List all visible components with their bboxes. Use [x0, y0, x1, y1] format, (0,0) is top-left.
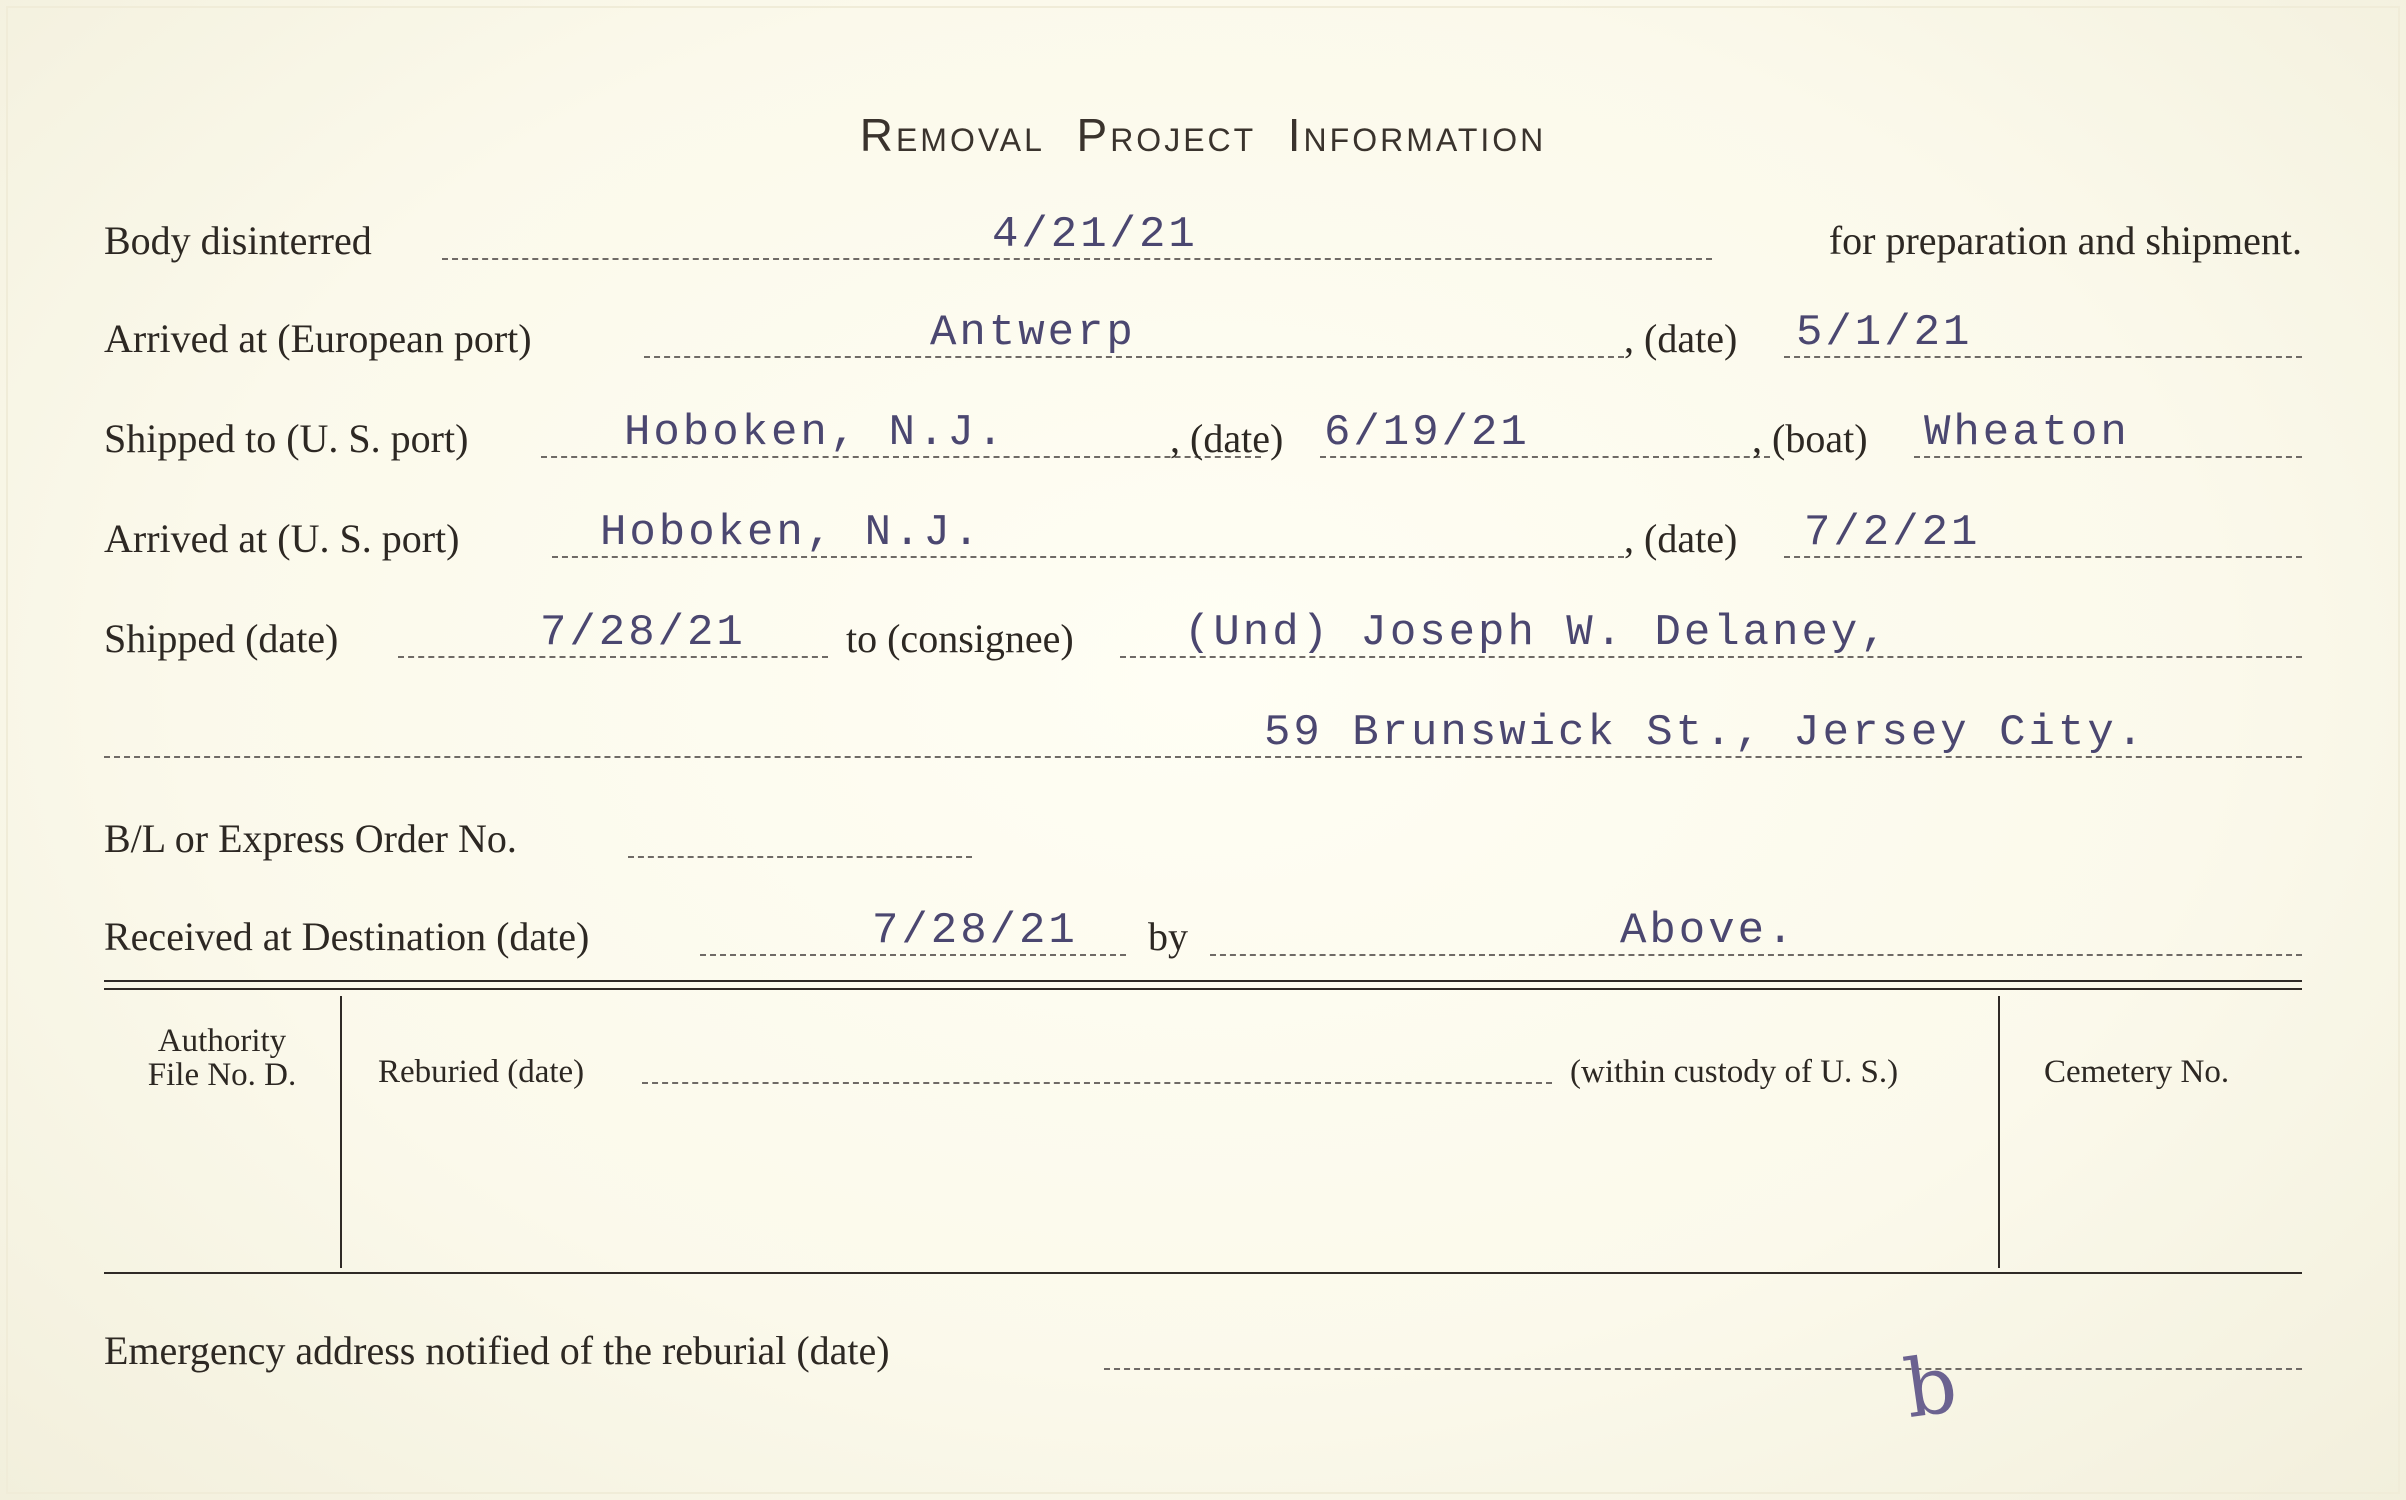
row-received: [104, 906, 2302, 966]
arrived-european-label: Arrived at (European port): [104, 316, 532, 361]
title-word-3: Information: [1287, 109, 1547, 161]
arrived-us-label: Arrived at (U. S. port): [104, 516, 460, 561]
authority-label: Authority: [157, 1023, 287, 1059]
table-top-rule-2: [104, 988, 2302, 990]
received-date: 7/28/21: [872, 906, 1078, 956]
shipped-us-date: 6/19/21: [1324, 408, 1530, 458]
emergency-line[interactable]: [1104, 1368, 2302, 1370]
shipped-us-boat-label: , (boat): [1752, 416, 1868, 461]
title-word-2: Project: [1076, 109, 1257, 161]
bl-line[interactable]: [628, 856, 972, 858]
reburied-label: Reburied (date): [378, 1054, 585, 1090]
shipped-date-label: Shipped (date): [104, 616, 339, 661]
arrived-us-date-label: , (date): [1624, 516, 1738, 561]
table-bottom-rule: [104, 1272, 2302, 1274]
received-by-value: Above.: [1620, 906, 1797, 956]
body-disinterred-label: Body disinterred: [104, 218, 372, 263]
table-top-rule: [104, 980, 2302, 982]
consignee-value: (Und) Joseph W. Delaney,: [1184, 608, 1890, 658]
consignee-label: to (consignee): [846, 616, 1074, 661]
shipped-us-boat: Wheaton: [1924, 408, 2130, 458]
row-arrived-european: [104, 308, 2302, 368]
arrived-european-date-label: , (date): [1624, 316, 1738, 361]
cemetery-label: Cemetery No.: [2044, 1054, 2230, 1090]
arrived-european-date: 5/1/21: [1796, 308, 1973, 358]
row-bl: [104, 808, 2302, 868]
body-disinterred-suffix: for preparation and shipment.: [1828, 218, 2302, 263]
body-disinterred-value: 4/21/21: [992, 210, 1198, 260]
table-divider-left: [340, 996, 342, 1268]
file-no-label: File No. D.: [147, 1057, 297, 1093]
consignee-address: 59 Brunswick St., Jersey City.: [1264, 708, 2147, 758]
received-label: Received at Destination (date): [104, 914, 590, 959]
row-shipped: [104, 608, 2302, 668]
row-body-disinterred: [104, 210, 2302, 270]
handwritten-mark: b: [1898, 1336, 1963, 1437]
custody-label: (within custody of U. S.): [1570, 1054, 1899, 1090]
bl-label: B/L or Express Order No.: [104, 816, 517, 861]
shipped-us-port: Hoboken, N.J.: [624, 408, 1007, 458]
row-consignee-address: [104, 708, 2302, 768]
arrived-us-date: 7/2/21: [1804, 508, 1981, 558]
row-emergency: [104, 1320, 2302, 1380]
received-by-label: by: [1148, 914, 1188, 959]
table-divider-right: [1998, 996, 2000, 1268]
page-title: [0, 108, 2406, 162]
shipped-us-label: Shipped to (U. S. port): [104, 416, 469, 461]
shipped-date: 7/28/21: [540, 608, 746, 658]
arrived-european-port: Antwerp: [930, 308, 1136, 358]
row-shipped-us: [104, 408, 2302, 468]
arrived-us-port: Hoboken, N.J.: [600, 508, 983, 558]
reburied-line[interactable]: [642, 1082, 1552, 1084]
row-arrived-us: [104, 508, 2302, 568]
emergency-label: Emergency address notified of the reburial (date): [104, 1328, 890, 1373]
title-word-1: Removal: [859, 109, 1045, 161]
authority-cell: [104, 1024, 340, 1092]
shipped-us-date-label: , (date): [1170, 416, 1284, 461]
